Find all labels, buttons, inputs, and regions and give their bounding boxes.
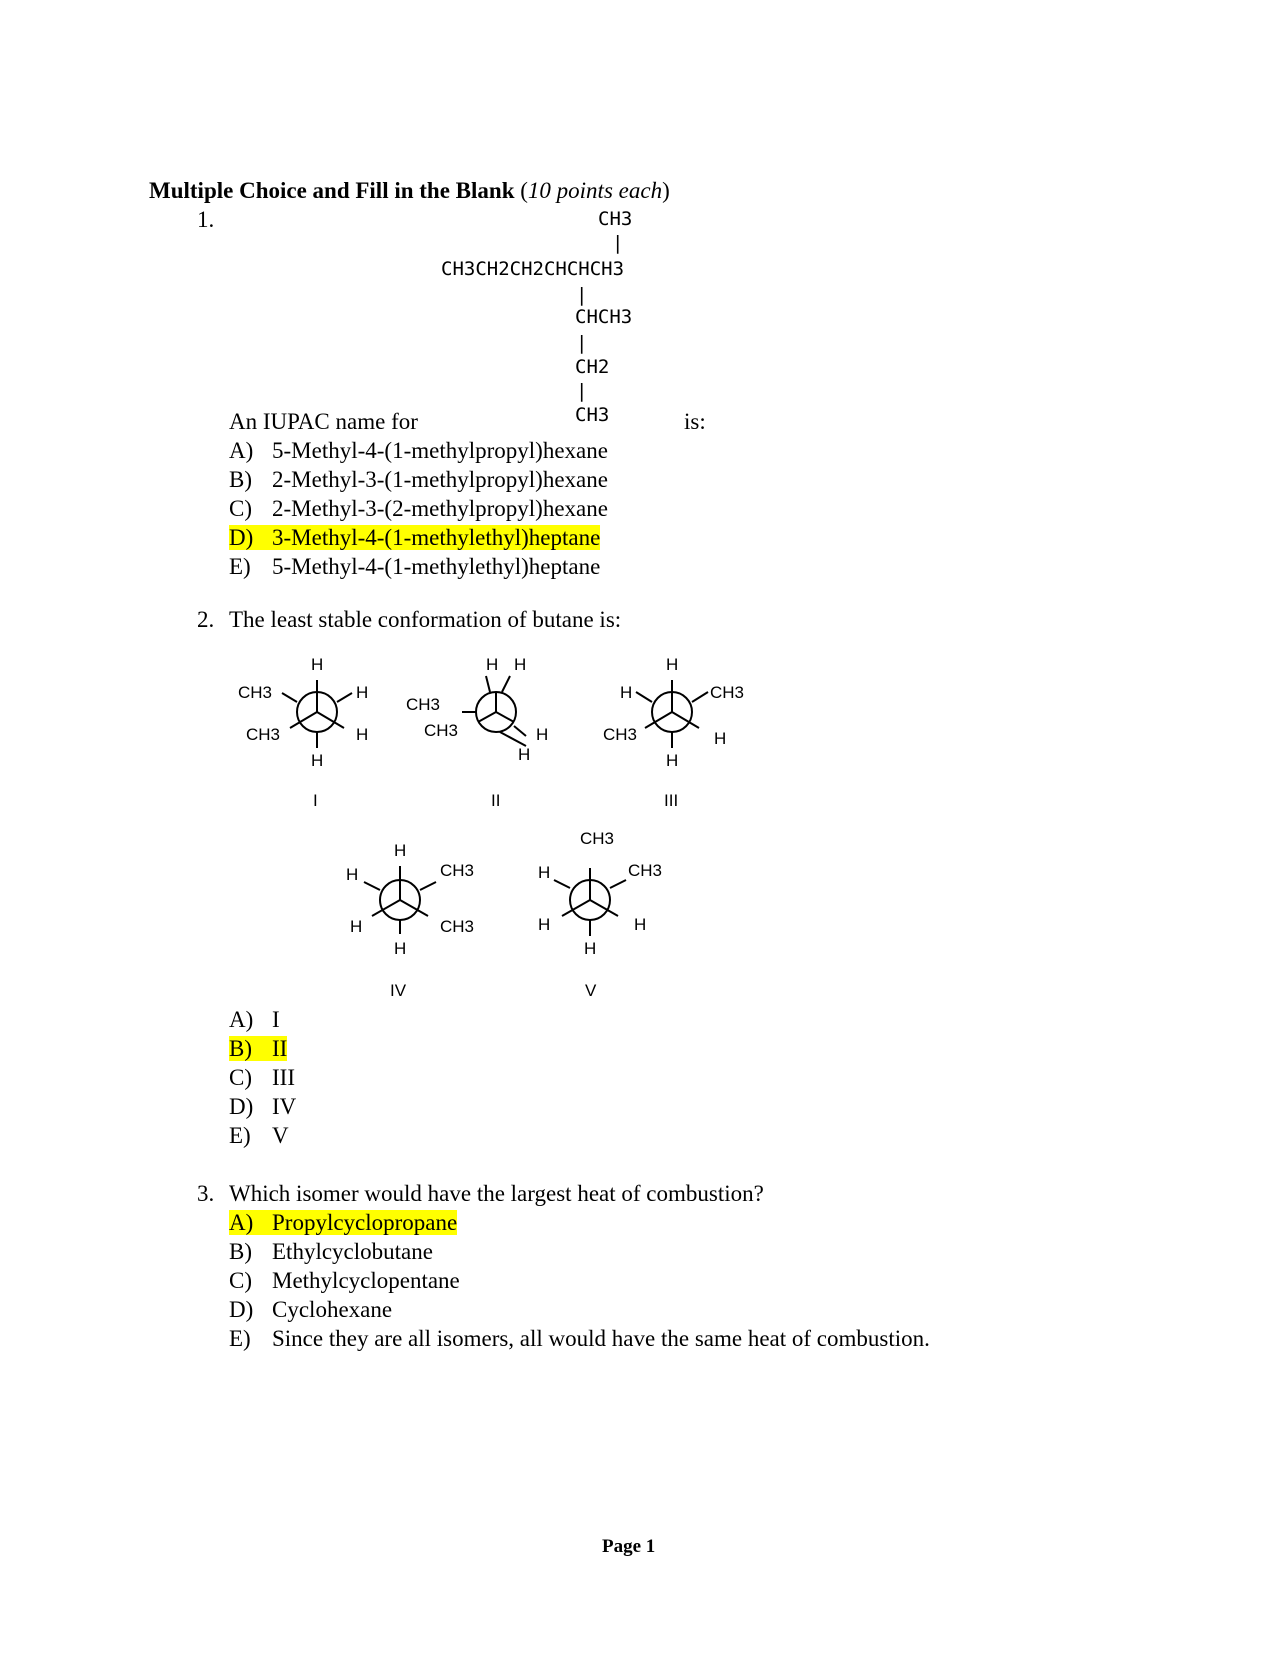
structure-branch-ch2: CH2 xyxy=(575,356,610,378)
q1-option-a[interactable] xyxy=(229,437,608,466)
heading-bold: Multiple Choice and Fill in the Blank xyxy=(149,178,515,203)
q2-prompt: The least stable conformation of butane is: xyxy=(229,607,622,632)
newman-V-h-bottom: H xyxy=(584,939,597,958)
newman-V-h-left: H xyxy=(538,863,551,882)
newman-projections xyxy=(0,640,1280,1010)
newman-II-h-bottom: H xyxy=(518,745,531,764)
option-letter: E) xyxy=(229,554,251,579)
newman-III-ch3-upper: CH3 xyxy=(710,683,745,702)
newman-III-h-top: H xyxy=(666,655,679,674)
q2-option-d[interactable] xyxy=(229,1093,296,1122)
q1-option-e[interactable] xyxy=(229,553,608,582)
q3-options xyxy=(229,1209,930,1354)
option-text: IV xyxy=(272,1094,297,1119)
option-text: Propylcyclopropane xyxy=(272,1210,458,1235)
structure-bond-2: | xyxy=(576,284,588,306)
option-letter: A) xyxy=(229,1007,254,1032)
newman-II xyxy=(406,655,548,810)
newman-IV-h-lower: H xyxy=(350,917,363,936)
structure-main-chain: CH3CH2CH2CHCHCH3 xyxy=(441,258,625,280)
structure-bond-1: | xyxy=(612,232,624,254)
option-letter: C) xyxy=(229,1268,252,1293)
q1-prompt-after: is: xyxy=(684,409,706,434)
q2-number: 2. xyxy=(197,607,215,632)
newman-III-h-bottom: H xyxy=(666,751,679,770)
q2-option-c[interactable] xyxy=(229,1064,296,1093)
option-letter: B) xyxy=(229,1239,252,1264)
structure-bond-4: | xyxy=(576,380,588,402)
q3-option-a[interactable] xyxy=(229,1209,930,1238)
q2-option-a[interactable] xyxy=(229,1006,296,1035)
newman-II-ch3-lower: CH3 xyxy=(424,721,459,740)
newman-V-ch3-right: CH3 xyxy=(628,861,663,880)
option-letter: D) xyxy=(229,525,254,550)
newman-II-label: II xyxy=(491,791,501,810)
q2-option-b[interactable] xyxy=(229,1035,296,1064)
q1-prompt-before: An IUPAC name for xyxy=(229,409,418,434)
newman-III xyxy=(603,655,744,810)
structure-top-ch3: CH3 xyxy=(598,208,633,230)
newman-III-h-right: H xyxy=(714,729,727,748)
option-text: Cyclohexane xyxy=(272,1297,393,1322)
heading-open: ( xyxy=(520,178,528,203)
newman-V-label: V xyxy=(585,981,597,1000)
newman-II-h-top2: H xyxy=(514,655,527,674)
option-letter: C) xyxy=(229,1065,252,1090)
newman-III-h-left: H xyxy=(620,683,633,702)
option-text: II xyxy=(272,1036,288,1061)
option-letter: B) xyxy=(229,467,252,492)
newman-V-h-lower-left: H xyxy=(538,915,551,934)
option-text: I xyxy=(272,1007,280,1032)
newman-V-ch3-top: CH3 xyxy=(580,829,615,848)
newman-III-ch3-lower: CH3 xyxy=(603,725,638,744)
option-text: 5-Methyl-4-(1-methylpropyl)hexane xyxy=(272,438,608,463)
newman-I-h-right: H xyxy=(356,683,369,702)
newman-II-h-right: H xyxy=(536,725,549,744)
newman-II-ch3-upper: CH3 xyxy=(406,695,441,714)
newman-II-h-top1: H xyxy=(486,655,499,674)
q2-option-e[interactable] xyxy=(229,1122,296,1151)
newman-IV-label: IV xyxy=(390,981,407,1000)
newman-V-h-lower-right: H xyxy=(634,915,647,934)
option-letter: D) xyxy=(229,1297,254,1322)
newman-I-label: I xyxy=(313,791,318,810)
option-text: 2-Methyl-3-(2-methylpropyl)hexane xyxy=(272,496,608,521)
option-text: V xyxy=(272,1123,289,1148)
newman-I-h-bottom: H xyxy=(311,751,324,770)
newman-I-ch3-lower: CH3 xyxy=(246,725,281,744)
option-text: Ethylcyclobutane xyxy=(272,1239,433,1264)
newman-V xyxy=(538,829,662,1000)
page-number: Page 1 xyxy=(602,1536,656,1557)
q1-number: 1. xyxy=(197,207,215,232)
newman-III-label: III xyxy=(664,791,679,810)
option-letter: D) xyxy=(229,1094,254,1119)
q3-option-b[interactable] xyxy=(229,1238,930,1267)
option-text: 2-Methyl-3-(1-methylpropyl)hexane xyxy=(272,467,608,492)
newman-I xyxy=(238,655,368,810)
heading-close: ) xyxy=(662,178,670,203)
newman-I-ch3-upper: CH3 xyxy=(238,683,273,702)
newman-IV-h-left: H xyxy=(346,865,359,884)
q3-number: 3. xyxy=(197,1181,215,1206)
q3-option-c[interactable] xyxy=(229,1267,930,1296)
q3-option-d[interactable] xyxy=(229,1296,930,1325)
newman-IV-h-bottom: H xyxy=(394,939,407,958)
option-letter: C) xyxy=(229,496,252,521)
q1-option-d[interactable] xyxy=(229,524,608,553)
newman-IV-ch3-lower: CH3 xyxy=(440,917,475,936)
structure-branch-chch3: CHCH3 xyxy=(575,306,633,328)
structure-branch-ch3: CH3 xyxy=(575,404,610,426)
option-text: 5-Methyl-4-(1-methylethyl)heptane xyxy=(272,554,601,579)
structure-bond-3: | xyxy=(576,332,588,354)
heading-italic: 10 points each xyxy=(527,178,663,203)
newman-IV-ch3-upper: CH3 xyxy=(440,861,475,880)
option-letter: A) xyxy=(229,438,254,463)
newman-I-h-top: H xyxy=(311,655,324,674)
q2-options xyxy=(229,1006,296,1151)
option-letter: A) xyxy=(229,1210,254,1235)
section-heading xyxy=(149,178,670,204)
option-text: Methylcyclopentane xyxy=(272,1268,460,1293)
newman-IV xyxy=(346,841,474,1000)
option-text: III xyxy=(272,1065,295,1090)
newman-I-h-lower: H xyxy=(356,725,369,744)
q3-option-e[interactable] xyxy=(229,1325,930,1354)
newman-IV-h-top: H xyxy=(394,841,407,860)
q3-prompt: Which isomer would have the largest heat of combustion? xyxy=(229,1181,764,1206)
q1-option-b[interactable] xyxy=(229,466,608,495)
option-text: 3-Methyl-4-(1-methylethyl)heptane xyxy=(272,525,601,550)
option-letter: E) xyxy=(229,1123,251,1148)
q1-options xyxy=(229,437,608,582)
option-letter: E) xyxy=(229,1326,251,1351)
option-text: Since they are all isomers, all would have the same heat of combustion. xyxy=(272,1326,930,1351)
q1-option-c[interactable] xyxy=(229,495,608,524)
option-letter: B) xyxy=(229,1036,252,1061)
